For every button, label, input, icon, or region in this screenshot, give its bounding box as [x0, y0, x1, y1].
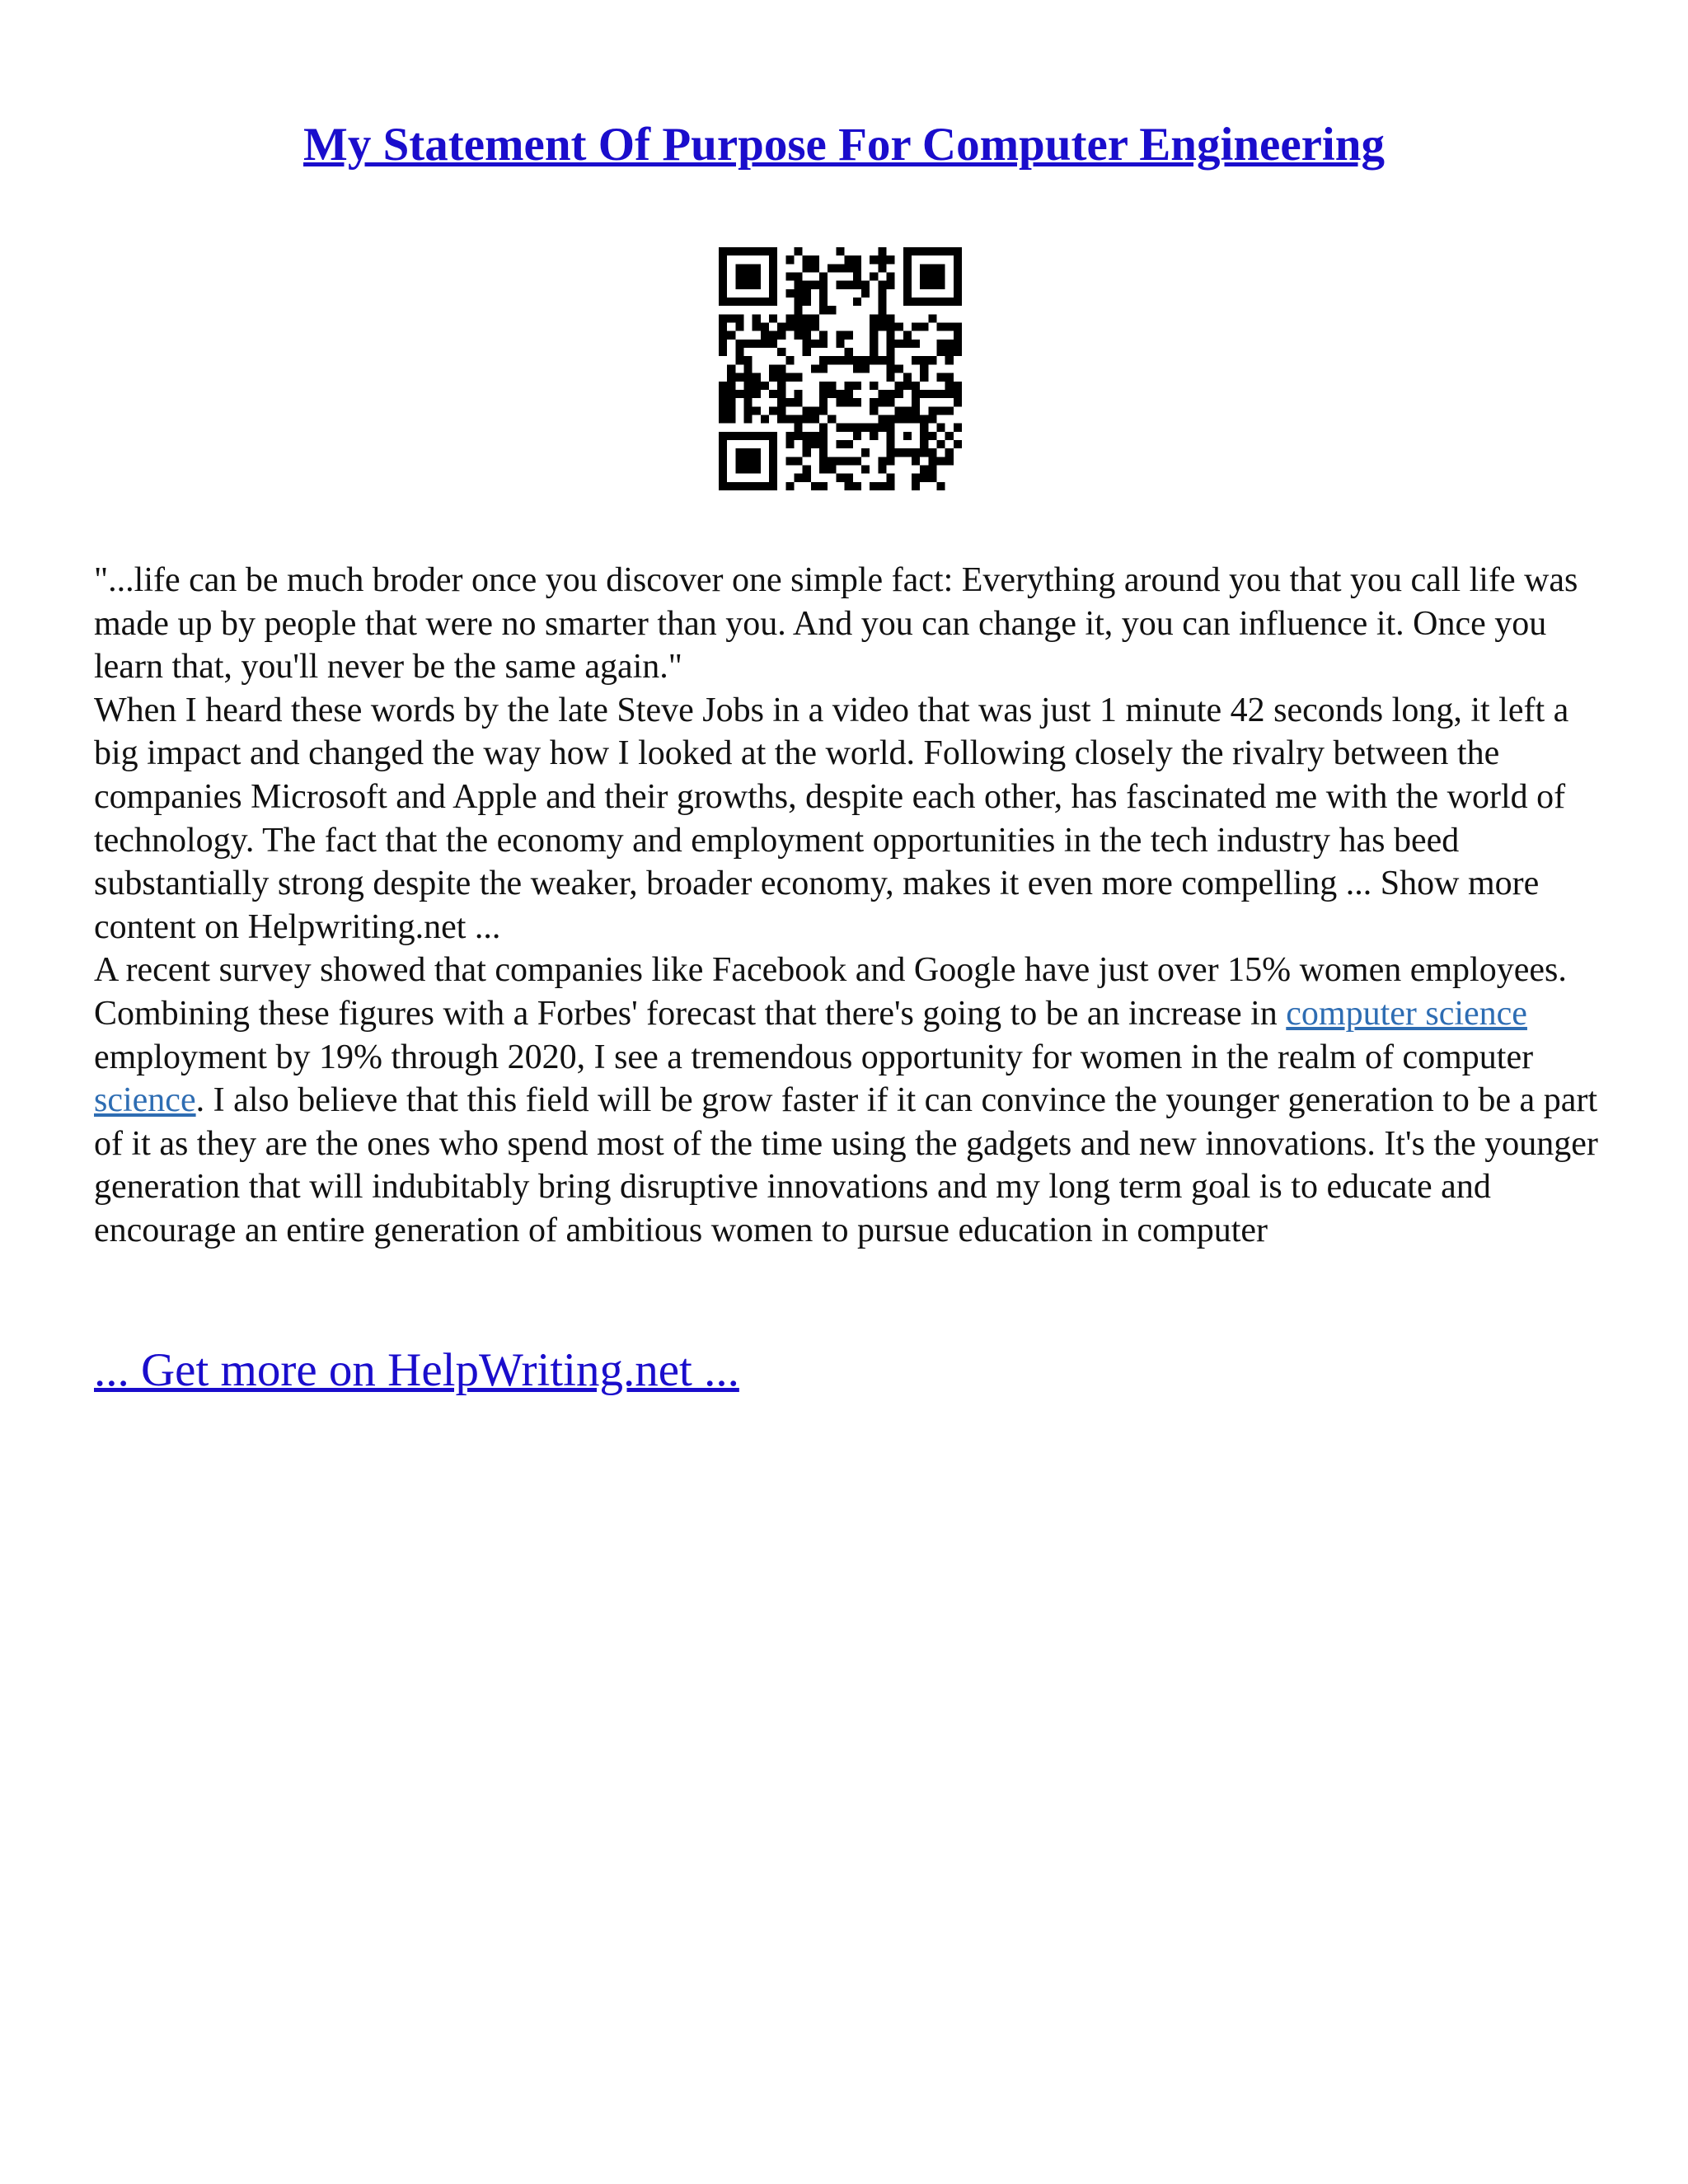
- essay-paragraph: [94, 949, 1611, 1252]
- paragraph-text: employment by 19% through 2020, I see a tremendous opportunity for women in the realm of computer: [94, 1038, 1534, 1076]
- essay-paragraph: When I heard these words by the late Steve Jobs in a video that was just 1 minute 42 seconds long, it left a big impact and changed the way how I looked at the world. Following closely the rivalry between the companies Microsoft and Apple and their growths, despite each other, has fascinated me with the world of technology. The fact that the economy and employment opportunities in the tech industry has beed substantially strong despite the weaker, broader economy, makes it even more compelling ... Show more content on Helpwriting.net ...: [94, 691, 1569, 946]
- get-more-link[interactable]: ... Get more on HelpWriting.net ...: [94, 1344, 739, 1396]
- qr-code-icon: [719, 247, 962, 490]
- title-link[interactable]: My Statement Of Purpose For Computer Engineering: [303, 119, 1385, 171]
- science-link[interactable]: science: [94, 1081, 196, 1120]
- paragraph-text: A recent survey showed that companies like Facebook and Google have just over 15% women employees. Combining these figures with a Forbes' forecast that there's going to be an increase in: [94, 951, 1567, 1033]
- computer-science-link[interactable]: computer science: [1286, 994, 1527, 1033]
- essay-body: [94, 559, 1611, 1253]
- paragraph-text: . I also believe that this field will be grow faster if it can convince the younger generation to be a part of it as they are the ones who spend most of the time using the gadgets and new innovations. It's the younger generation that will indubitably bring disruptive innovations and my long term goal is to educate and encourage an entire generation of ambitious women to pursue education in computer: [94, 1081, 1598, 1249]
- quote-paragraph: "...life can be much broder once you discover one simple fact: Everything around you that you call life was made up by people that were no smarter than you. And you can change it, you can influence it. Once you learn that, you'll never be the same again.": [94, 561, 1578, 687]
- page-title: [0, 112, 1688, 178]
